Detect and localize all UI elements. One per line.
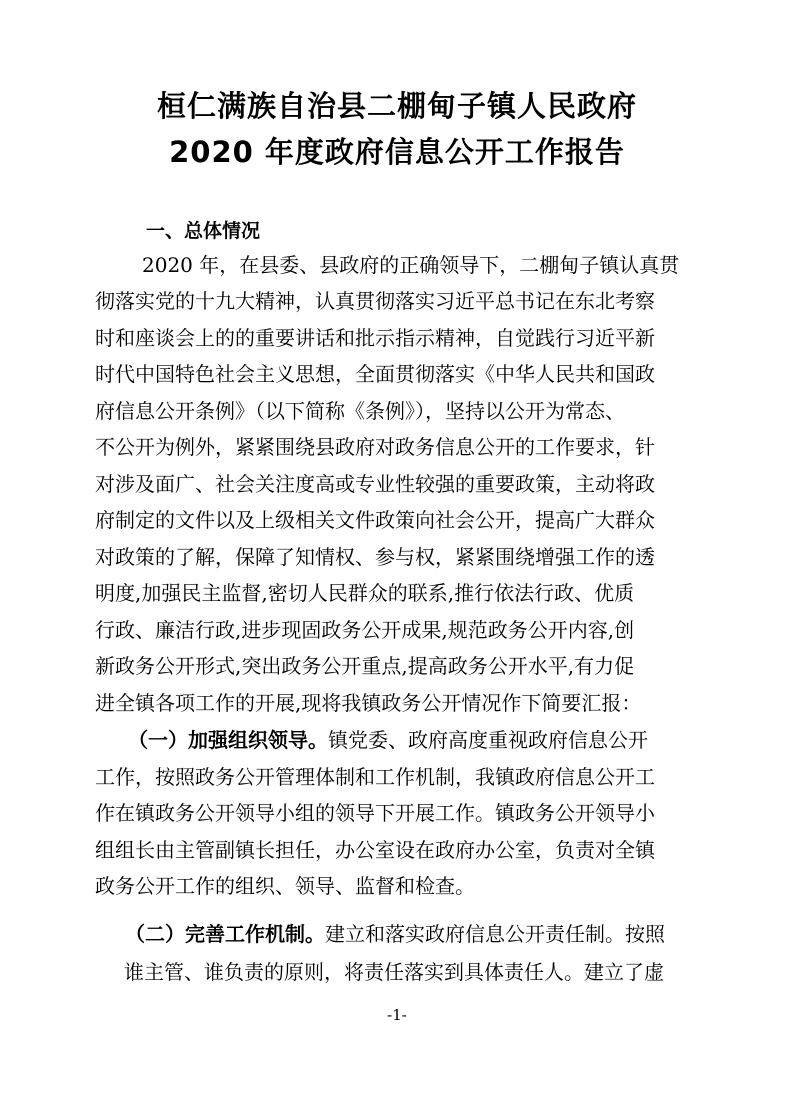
page-number: -1- bbox=[387, 1006, 407, 1024]
paragraph-line: 进全镇各项工作的开展,现将我镇政务公开情况作下简要汇报： bbox=[95, 691, 642, 715]
subsection-first-line-text: 镇党委、政府高度重视政府信息公开 bbox=[328, 728, 648, 752]
paragraph-line: 对涉及面广、社会关注度高或专业性较强的重要政策，主动将政 bbox=[95, 472, 655, 496]
paragraph-line: 2020 年，在县委、县政府的正确领导下，二棚甸子镇认真贯 bbox=[142, 253, 680, 277]
paragraph-line: 工作，按照政务公开管理体制和工作机制，我镇政府信息公开工 bbox=[95, 765, 655, 789]
paragraph-line: 谁主管、谁负责的原则，将责任落实到具体责任人。建立了虚 bbox=[124, 960, 664, 984]
paragraph-line: 时和座谈会上的的重要讲话和批示指示精神，自觉践行习近平新 bbox=[95, 326, 655, 350]
paragraph-line: 彻落实党的十九大精神，认真贯彻落实习近平总书记在东北考察 bbox=[95, 289, 655, 313]
paragraph-line: 政务公开工作的组织、领导、监督和检查。 bbox=[95, 874, 475, 898]
paragraph-line: 组组长由主管副镇长担任，办公室设在政府办公室，负责对全镇 bbox=[95, 838, 655, 862]
subsection-first-line-text: 建立和落实政府信息公开责任制。按照 bbox=[325, 922, 665, 946]
subsection-lead-organization: （一）加强组织领导。 bbox=[128, 728, 328, 752]
paragraph-line: 府信息公开条例》（以下简称《条例》），坚持以公开为常态、 bbox=[95, 399, 625, 423]
paragraph-line: 新政务公开形式,突出政务公开重点,提高政务公开水平,有力促 bbox=[95, 654, 635, 678]
subsection-first-line bbox=[125, 922, 705, 946]
paragraph-line: 作在镇政务公开领导小组的领导下开展工作。镇政务公开领导小 bbox=[95, 801, 655, 825]
paragraph-line: 对政策的了解，保障了知情权、参与权，紧紧围绕增强工作的透 bbox=[95, 545, 655, 569]
paragraph-line: 府制定的文件以及上级相关文件政策向社会公开，提高广大群众 bbox=[95, 508, 655, 532]
document-title-line-2: 2020 年度政府信息公开工作报告 bbox=[169, 135, 625, 169]
paragraph-line: 行政、廉洁行政,进步现固政务公开成果,规范政务公开内容,创 bbox=[95, 618, 635, 642]
section-heading-overview: 一、总体情况 bbox=[146, 220, 261, 242]
paragraph-line: 时代中国特色社会主义思想，全面贯彻落实《中华人民共和国政 bbox=[95, 362, 655, 386]
subsection-first-line bbox=[128, 728, 705, 752]
document-title-line-1: 桓仁满族自治县二棚甸子镇人民政府 bbox=[156, 89, 637, 123]
paragraph-line: 不公开为例外，紧紧围绕县政府对政务信息公开的工作要求，针 bbox=[95, 435, 655, 459]
subsection-lead-mechanism: （二）完善工作机制。 bbox=[125, 922, 325, 946]
paragraph-line: 明度,加强民主监督,密切人民群众的联系,推行依法行政、优质 bbox=[95, 581, 635, 605]
